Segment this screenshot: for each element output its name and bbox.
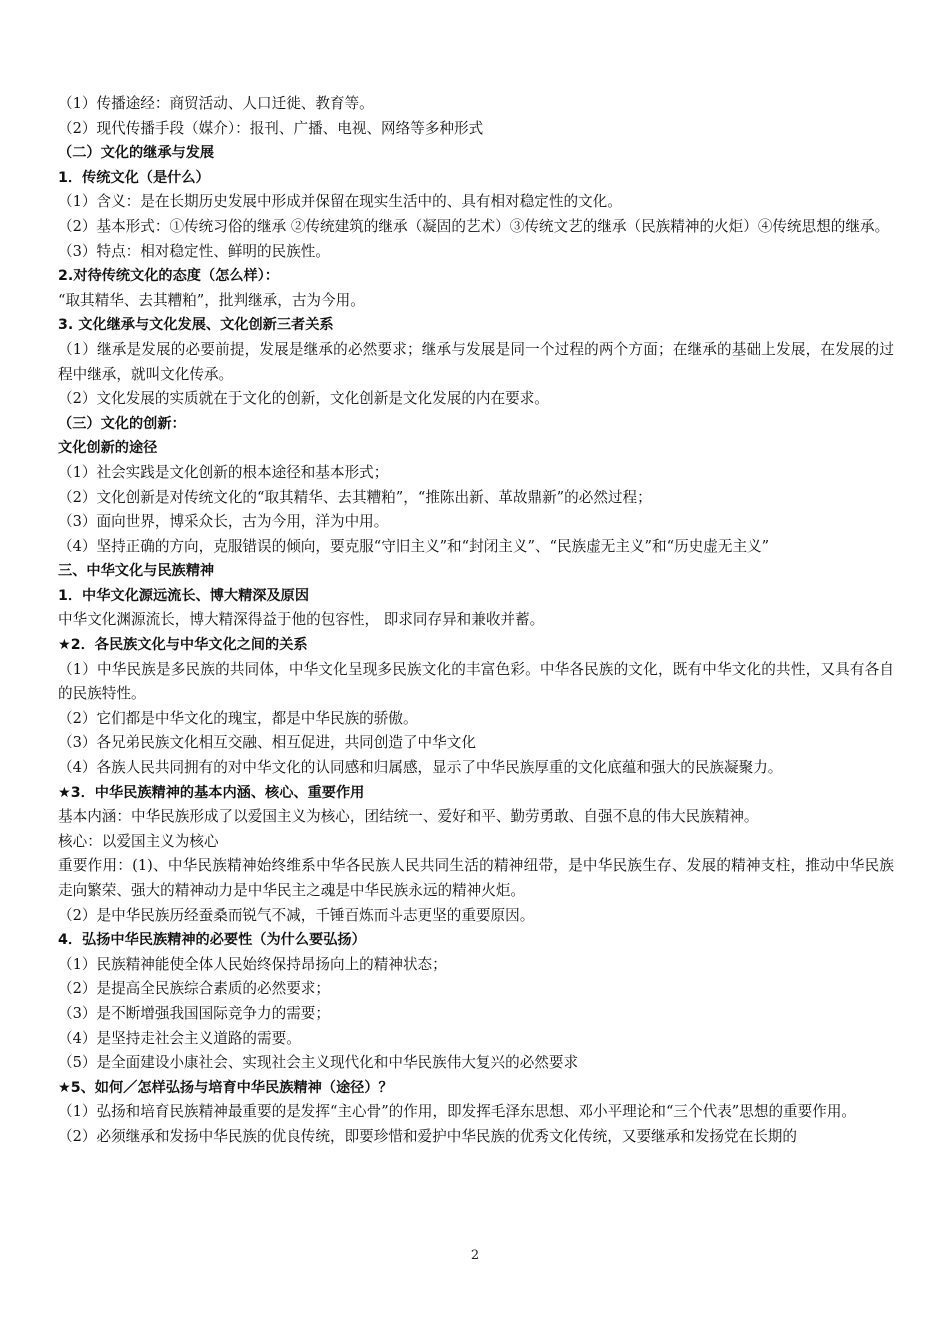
paragraph-line: （2）是中华民族历经蚕桑而锐气不减，千锤百炼而斗志更坚的重要原因。 [58,906,535,924]
paragraph-line: （3）特点：相对稳定性、鲜明的民族性。 [58,242,330,260]
paragraph-line: （1）继承是发展的必要前提，发展是继承的必然要求；继承与发展是同一个过程的两个方面；在继承的基础上发展，在发展的过程中继承，就叫文化传承。 [58,340,894,383]
paragraph-line: （1）弘扬和培育民族精神最重要的是发挥“主心骨”的作用，即发挥毛泽东思想、邓小平理论和“三个代表”思想的重要作用。 [58,1103,857,1121]
section-heading: 4．弘扬中华民族精神的必要性（为什么要弘扬） [58,932,366,949]
paragraph-line: （5）是全面建设小康社会、实现社会主义现代化和中华民族伟大复兴的必然要求 [58,1054,579,1072]
paragraph-line: 基本内涵：中华民族形成了以爱国主义为核心，团结统一、爱好和平、勤劳勇敢、自强不息的伟大民族精神。 [58,808,759,826]
paragraph-line: （2）是提高全民族综合素质的必然要求； [58,980,330,998]
paragraph-line: （1）民族精神能使全体人民始终保持昂扬向上的精神状态； [58,955,447,973]
document-body [58,92,894,1150]
paragraph-line: 重要作用：(1)、中华民族精神始终维系中华各民族人民共同生活的精神纽带，是中华民族生存、发展的精神支柱，推动中华民族走向繁荣、强大的精神动力是中华民主之魂是中华民族永远的精神火炬。 [58,857,894,899]
section-heading: （二）文化的继承与发展 [58,145,215,162]
paragraph-line: “取其精华、去其糟粕”，批判继承，古为今用。 [58,291,365,309]
paragraph-line: （2）必须继承和发扬中华民族的优良传统，即要珍惜和爱护中华民族的优秀文化传统，又要继承和发扬党在长期的 [58,1127,797,1145]
page-number: 2 [470,1248,480,1263]
section-heading: 三、中华文化与民族精神 [58,563,215,580]
section-heading: 1．中华文化源远流长、博大精深及原因 [58,587,310,604]
paragraph-line: （1）中华民族是多民族的共同体，中华文化呈现多民族文化的丰富色彩。中华各民族的文化，既有中华文化的共性，又具有各自的民族特性。 [58,660,894,703]
paragraph-line: （2）基本形式：①传统习俗的继承 ②传统建筑的继承（凝固的艺术）③传统文艺的继承（民族精神的火炬）④传统思想的继承。 [58,217,890,235]
paragraph-line: （2）文化发展的实质就在于文化的创新，文化创新是文化发展的内在要求。 [58,390,549,408]
section-heading: （三）文化的创新： [58,415,186,432]
paragraph-line: 中华文化渊源流长，博大精深得益于他的包容性， 即求同存异和兼收并蓄。 [58,611,545,629]
paragraph-line: （4）是坚持走社会主义道路的需要。 [58,1029,301,1047]
section-heading: 3. 文化继承与文化发展、文化创新三者关系 [58,317,334,334]
paragraph-line: （2）它们都是中华文化的瑰宝，都是中华民族的骄傲。 [58,709,418,727]
paragraph-line: （1）含义：是在长期历史发展中形成并保留在现实生活中的、具有相对稳定性的文化。 [58,193,622,211]
paragraph-line: （1）社会实践是文化创新的根本途径和基本形式； [58,463,389,481]
section-heading: ★2．各民族文化与中华文化之间的关系 [58,637,308,654]
section-heading: 1．传统文化（是什么） [58,169,210,186]
paragraph-line: （1）传播途经：商贸活动、人口迁徙、教育等。 [58,95,374,112]
section-heading: ★3．中华民族精神的基本内涵、核心、重要作用 [58,784,365,801]
paragraph-line: （4）坚持正确的方向，克服错误的倾向，要克服“守旧主义”和“封闭主义”、“民族虚无主义”和“历史虚无主义” [58,537,770,555]
section-heading: 文化创新的途径 [58,440,158,457]
paragraph-line: （4）各族人民共同拥有的对中华文化的认同感和归属感，显示了中华民族厚重的文化底蕴和强大的民族凝聚力。 [58,759,783,777]
paragraph-line: （3）各兄弟民族文化相互交融、相互促进，共同创造了中华文化 [58,734,476,752]
section-heading: ★5、如何／怎样弘扬与培育中华民族精神（途径）？ [58,1079,393,1096]
paragraph-line: （2）文化创新是对传统文化的“取其精华、去其糟粕”，“推陈出新、革故鼎新”的必然过程； [58,488,652,506]
paragraph-line: （3）是不断增强我国国际竞争力的需要； [58,1004,330,1022]
paragraph-line: 核心：以爱国主义为核心 [58,832,219,850]
section-heading: 2.对待传统文化的态度（怎么样）： [58,268,279,285]
paragraph-line: （2）现代传播手段（媒介）：报刊、广播、电视、网络等多种形式 [58,119,484,137]
paragraph-line: （3）面向世界，博采众长，古为今用，洋为中用。 [58,513,389,531]
